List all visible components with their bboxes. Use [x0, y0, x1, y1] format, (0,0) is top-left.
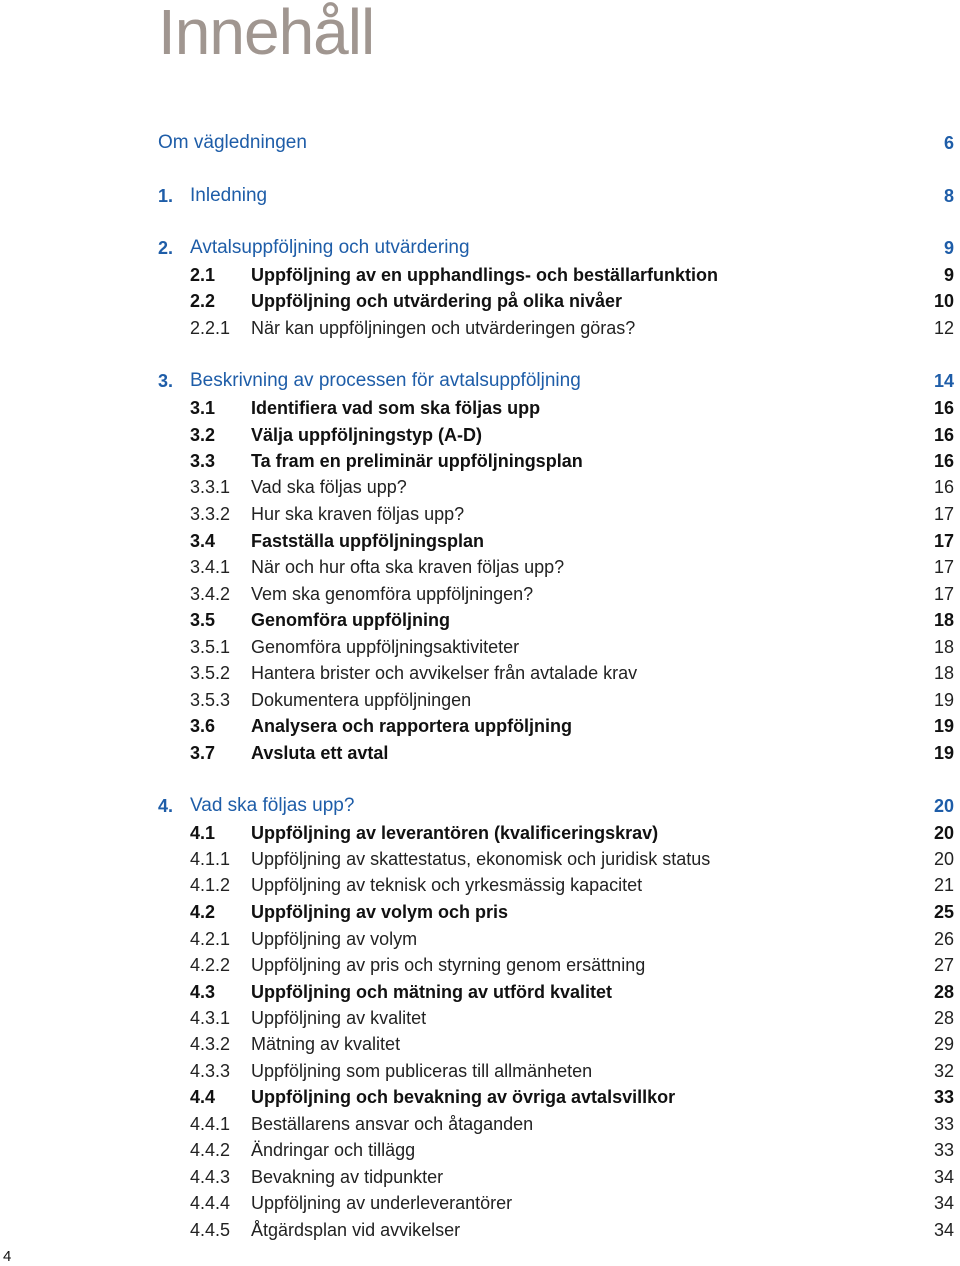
toc-entry-page: 26 — [933, 929, 954, 949]
toc-entry-page: 19 — [933, 716, 954, 736]
toc-entry[interactable] — [0, 130, 960, 156]
toc-entry-number: 4.3 — [190, 982, 216, 1002]
toc-entry-page: 27 — [933, 955, 954, 975]
toc-entry-title: Uppföljning av pris och styrning genom ersättning — [251, 955, 646, 975]
toc-entry-title: Beställarens ansvar och åtaganden — [251, 1114, 534, 1134]
toc-entry-page: 19 — [933, 690, 954, 710]
toc-entry-page: 32 — [933, 1061, 954, 1081]
toc-entry-number: 3.6 — [190, 716, 216, 736]
toc-entry-page: 8 — [943, 186, 954, 206]
toc-entry[interactable] — [0, 1190, 960, 1216]
toc-entry[interactable] — [0, 1084, 960, 1110]
toc-entry-title: Uppföljning av skattestatus, ekonomisk och juridisk status — [251, 849, 711, 869]
toc-entry-page: 34 — [933, 1167, 954, 1187]
toc-entry[interactable] — [0, 422, 960, 448]
toc-entry-title: Uppföljning av volym och pris — [251, 902, 509, 922]
toc-entry-page: 34 — [933, 1193, 954, 1213]
toc-entry-title: Hantera brister och avvikelser från avtalade krav — [251, 663, 638, 683]
toc-entry[interactable] — [0, 554, 960, 580]
toc-entry[interactable] — [0, 846, 960, 872]
toc-entry[interactable] — [0, 926, 960, 952]
toc-entry[interactable] — [0, 660, 960, 686]
toc-entry[interactable] — [0, 235, 960, 261]
toc-entry[interactable] — [0, 1058, 960, 1084]
toc-entry-page: 18 — [933, 663, 954, 683]
toc-entry-number: 4.4.2 — [190, 1140, 231, 1160]
toc-entry[interactable] — [0, 474, 960, 500]
toc-entry-title: Genomföra uppföljningsaktiviteter — [251, 637, 520, 657]
toc-entry-number: 4.3.2 — [190, 1034, 231, 1054]
toc-entry[interactable] — [0, 687, 960, 713]
toc-entry-number: 4.4.4 — [190, 1193, 231, 1213]
toc-entry-title: Om vägledningen — [158, 132, 307, 153]
toc-entry-title: Beskrivning av processen för avtalsuppföljning — [190, 370, 581, 391]
toc-entry-number: 3.5.1 — [190, 637, 231, 657]
toc-entry-number: 3.3.1 — [190, 477, 231, 497]
toc-entry-page: 14 — [933, 371, 954, 391]
toc-entry[interactable] — [0, 262, 960, 288]
toc-entry-number: 2. — [158, 238, 174, 258]
toc-entry-page: 16 — [933, 425, 954, 445]
toc-entry[interactable] — [0, 368, 960, 394]
toc-entry-title: Vad ska följas upp? — [251, 477, 407, 497]
toc-entry-title: Uppföljning av kvalitet — [251, 1008, 427, 1028]
toc-entry[interactable] — [0, 607, 960, 633]
toc-entry-page: 28 — [933, 982, 954, 1002]
toc-entry-number: 4.3.3 — [190, 1061, 231, 1081]
toc-entry-number: 4.1.2 — [190, 875, 231, 895]
toc-entry-number: 3.1 — [190, 398, 216, 418]
toc-entry-page: 9 — [943, 265, 954, 285]
toc-entry-number: 4.2.2 — [190, 955, 231, 975]
page-title: Innehåll — [158, 0, 375, 68]
toc-entry-number: 2.2 — [190, 291, 216, 311]
toc-entry-title: Uppföljning av teknisk och yrkesmässig kapacitet — [251, 875, 643, 895]
toc-entry[interactable] — [0, 448, 960, 474]
toc-entry[interactable] — [0, 952, 960, 978]
toc-entry-page: 18 — [933, 637, 954, 657]
toc-entry-page: 6 — [943, 133, 954, 153]
toc-entry-number: 3.4 — [190, 531, 216, 551]
toc-entry-page: 20 — [933, 823, 954, 843]
toc-entry-page: 17 — [933, 557, 954, 577]
toc-entry-page: 16 — [933, 398, 954, 418]
toc-entry-number: 1. — [158, 186, 174, 206]
toc-entry-number: 4.4.5 — [190, 1220, 231, 1240]
toc-entry-number: 3. — [158, 371, 174, 391]
toc-entry-title: Avsluta ett avtal — [251, 743, 389, 763]
toc-entry-page: 18 — [933, 610, 954, 630]
toc-entry[interactable] — [0, 1137, 960, 1163]
toc-entry-number: 2.2.1 — [190, 318, 231, 338]
toc-entry-title: Uppföljning av leverantören (kvalificeringskrav) — [251, 823, 659, 843]
toc-entry-title: Identifiera vad som ska följas upp — [251, 398, 541, 418]
toc-entry-number: 4.1 — [190, 823, 216, 843]
toc-entry-title: Ta fram en preliminär uppföljningsplan — [251, 451, 583, 471]
toc-entry[interactable] — [0, 528, 960, 554]
toc-entry-title: Mätning av kvalitet — [251, 1034, 401, 1054]
toc-entry[interactable] — [0, 1164, 960, 1190]
toc-entry-page: 10 — [933, 291, 954, 311]
toc-entry-number: 3.3.2 — [190, 504, 231, 524]
toc-entry[interactable] — [0, 501, 960, 527]
toc-entry-title: Uppföljning av en upphandlings- och beställarfunktion — [251, 265, 718, 285]
toc-entry[interactable] — [0, 899, 960, 925]
toc-entry[interactable] — [0, 581, 960, 607]
toc-entry-number: 3.5.2 — [190, 663, 231, 683]
toc-entry-title: Genomföra uppföljning — [251, 610, 450, 630]
toc-entry-number: 3.5 — [190, 610, 216, 630]
toc-entry-page: 19 — [933, 743, 954, 763]
toc-entry-page: 34 — [933, 1220, 954, 1240]
toc-entry-title: Uppföljning och mätning av utförd kvalitet — [251, 982, 613, 1002]
toc-entry[interactable] — [0, 740, 960, 766]
toc-entry-title: Hur ska kraven följas upp? — [251, 504, 465, 524]
toc-entry[interactable] — [0, 713, 960, 739]
toc-entry-title: Uppföljning och utvärdering på olika nivåer — [251, 291, 623, 311]
toc-entry-page: 16 — [933, 451, 954, 471]
toc-entry-title: Inledning — [190, 185, 268, 206]
toc-entry-number: 3.5.3 — [190, 690, 231, 710]
toc-entry-number: 3.3 — [190, 451, 216, 471]
toc-entry[interactable] — [0, 288, 960, 314]
toc-entry-page: 33 — [933, 1140, 954, 1160]
toc-entry-title: Vem ska genomföra uppföljningen? — [251, 584, 534, 604]
toc-entry-title: Bevakning av tidpunkter — [251, 1167, 444, 1187]
toc-entry[interactable] — [0, 315, 960, 341]
toc-entry-title: Välja uppföljningstyp (A-D) — [251, 425, 482, 445]
toc-entry-page: 28 — [933, 1008, 954, 1028]
toc-entry[interactable] — [0, 979, 960, 1005]
toc-entry[interactable] — [0, 1217, 960, 1243]
toc-entry-title: När och hur ofta ska kraven följas upp? — [251, 557, 565, 577]
toc-entry-title: Fastställa uppföljningsplan — [251, 531, 485, 551]
toc-entry-title: Avtalsuppföljning och utvärdering — [190, 237, 470, 258]
toc-entry-number: 4.2 — [190, 902, 216, 922]
toc-entry[interactable] — [0, 872, 960, 898]
toc-entry-title: Vad ska följas upp? — [190, 795, 355, 816]
toc-entry[interactable] — [0, 634, 960, 660]
toc-entry-page: 12 — [933, 318, 954, 338]
toc-entry-page: 25 — [933, 902, 954, 922]
toc-entry[interactable] — [0, 183, 960, 209]
toc-entry-number: 4.1.1 — [190, 849, 231, 869]
toc-entry-title: Dokumentera uppföljningen — [251, 690, 472, 710]
toc-entry-title: Åtgärdsplan vid avvikelser — [251, 1220, 461, 1240]
toc-entry-number: 3.4.2 — [190, 584, 231, 604]
toc-entry[interactable] — [0, 1111, 960, 1137]
toc-entry[interactable] — [0, 395, 960, 421]
toc-entry-title: Analysera och rapportera uppföljning — [251, 716, 573, 736]
toc-entry-number: 4.3.1 — [190, 1008, 231, 1028]
toc-entry-number: 3.7 — [190, 743, 216, 763]
toc-entry-page: 16 — [933, 477, 954, 497]
toc-entry[interactable] — [0, 820, 960, 846]
page-number: 4 — [3, 1248, 12, 1265]
toc-entry-page: 33 — [933, 1087, 954, 1107]
toc-entry-number: 4. — [158, 796, 174, 816]
toc-entry-title: Ändringar och tillägg — [251, 1140, 416, 1160]
toc-entry-title: Uppföljning som publiceras till allmänheten — [251, 1061, 593, 1081]
toc-entry-number: 4.4.3 — [190, 1167, 231, 1187]
toc-entry-page: 17 — [933, 584, 954, 604]
toc-entry-page: 20 — [933, 796, 954, 816]
toc-entry-number: 4.2.1 — [190, 929, 231, 949]
toc-entry[interactable] — [0, 1005, 960, 1031]
toc-entry-page: 17 — [933, 504, 954, 524]
toc-entry-number: 3.4.1 — [190, 557, 231, 577]
toc-entry-title: När kan uppföljningen och utvärderingen göras? — [251, 318, 636, 338]
toc-entry-number: 4.4 — [190, 1087, 216, 1107]
toc-entry[interactable] — [0, 1031, 960, 1057]
toc-entry-number: 3.2 — [190, 425, 216, 445]
toc-entry-page: 9 — [943, 238, 954, 258]
toc-entry-page: 20 — [933, 849, 954, 869]
toc-entry[interactable] — [0, 793, 960, 819]
toc-entry-title: Uppföljning av underleverantörer — [251, 1193, 513, 1213]
toc-entry-page: 29 — [933, 1034, 954, 1054]
toc-entry-number: 4.4.1 — [190, 1114, 231, 1134]
toc-entry-page: 33 — [933, 1114, 954, 1134]
toc-entry-title: Uppföljning av volym — [251, 929, 418, 949]
toc-entry-title: Uppföljning och bevakning av övriga avtalsvillkor — [251, 1087, 676, 1107]
toc-entry-number: 2.1 — [190, 265, 216, 285]
toc-entry-page: 17 — [933, 531, 954, 551]
toc-entry-page: 21 — [933, 875, 954, 895]
